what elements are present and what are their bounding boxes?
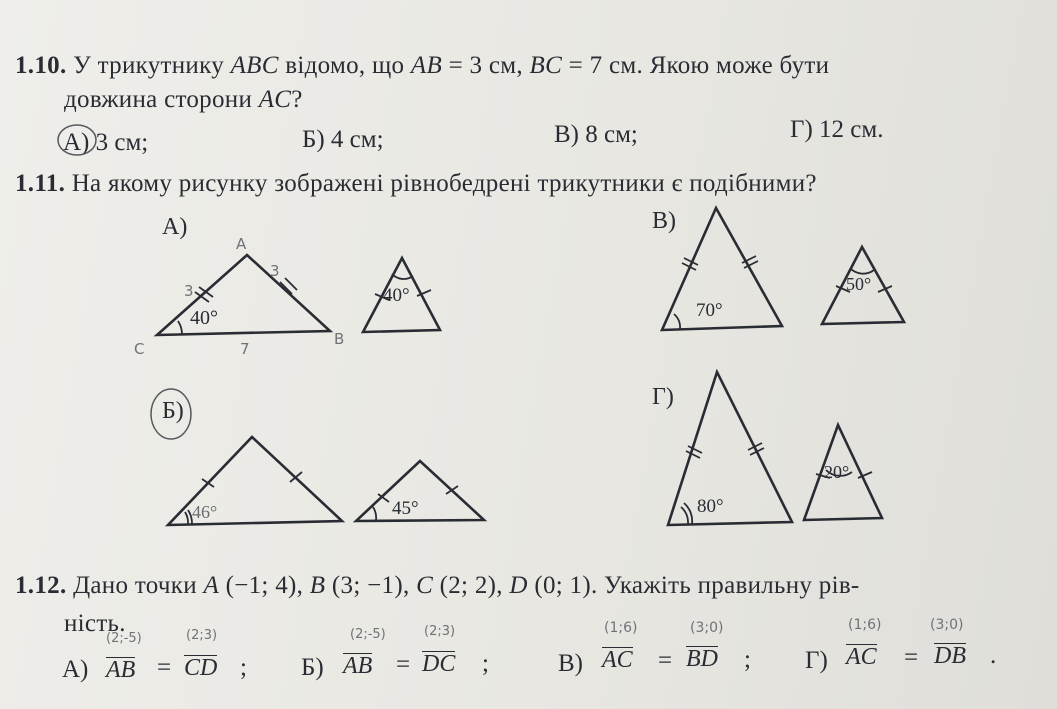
question-1-10-line1: 1.10. У трикутнику ABC відомо, що AB = 3 см, BC = 7 см. Якою може бути — [15, 52, 830, 79]
vector-bd: BD — [686, 646, 718, 672]
handwritten-coords: (2;-5) — [106, 631, 142, 646]
figure-label-b: Б) — [162, 398, 184, 424]
handwritten-side: 3 — [184, 282, 194, 300]
figure-label-a: А) — [162, 214, 188, 240]
angle-label: 20° — [824, 462, 850, 482]
question-1-10-line2: довжина сторони AC? — [64, 86, 303, 113]
vector-ab: AB — [106, 657, 136, 683]
vector-ab: AB — [343, 653, 373, 679]
handwritten-coords: (2;3) — [186, 628, 218, 643]
vector-db: DB — [934, 643, 966, 669]
handwritten-vertex: C — [134, 340, 145, 358]
option-d-1-12-label: Г) — [805, 647, 828, 674]
vector-ac: AC — [846, 644, 877, 670]
triangle-a-large — [157, 255, 330, 335]
vector-dc: DC — [422, 651, 456, 677]
option-a-1-12-label: А) — [62, 656, 89, 683]
option-a-1-10: А) 3 см; — [63, 129, 149, 156]
question-1-11: 1.11. На якому рисунку зображені рівнобедрені трикутники є подібними? — [15, 170, 817, 197]
handwritten-coords: (3;0) — [930, 617, 964, 633]
triangle-d-large — [668, 372, 792, 525]
option-d-1-10: Г) 12 см. — [790, 116, 884, 143]
figure-label-d: Г) — [652, 384, 674, 410]
option-b-1-12-label: Б) — [301, 654, 324, 681]
option-c-1-10: В) 8 см; — [554, 121, 638, 148]
angle-label: 70° — [696, 300, 723, 321]
question-number: 1.12. — [15, 572, 67, 599]
figure-label-c: В) — [652, 208, 676, 234]
option-c-1-12-label: В) — [558, 650, 583, 677]
handwritten-vertex: A — [236, 235, 247, 253]
question-number: 1.11. — [15, 170, 66, 197]
angle-label: 50° — [846, 274, 872, 294]
handwritten-coords: (2;-5) — [350, 627, 386, 642]
angle-label: 40° — [190, 307, 218, 329]
handwritten-coords: (1;6) — [604, 620, 638, 636]
vector-ac: AC — [602, 647, 633, 673]
question-number: 1.10. — [15, 52, 67, 79]
option-b-1-10: Б) 4 см; — [302, 126, 384, 153]
vector-cd: CD — [184, 655, 218, 681]
question-1-12-line2: ність. — [64, 610, 126, 637]
handwritten-side: 7 — [240, 340, 250, 358]
angle-label: 45° — [392, 498, 419, 519]
handwritten-side: 3 — [270, 262, 280, 280]
handwritten-vertex: B — [334, 330, 345, 348]
angle-label: 40° — [383, 285, 410, 306]
handwritten-coords: (2;3) — [424, 624, 456, 639]
angle-label: 80° — [697, 496, 724, 517]
textbook-page: 1.10. У трикутнику ABC відомо, що AB = 3 см, BC = 7 см. Якою може бути довжина сторони AC? А) 3 см; Б) 4 см; В) 8 см; Г) 12 см. 1.11. На якому рисунку зображені рівнобедрені трикутники є подібними? А) В) Б) Г) 40° 40° 46° 45° 70° 50° 80° 20° A C B 3 3 7 1.12. Дано точки A (−1; 4), B (3; −1), C (2; 2), D (0; 1). Укажіть правильну рів- ність. А) AB = CD ; Б) AB = DC ; В) AC = BD ; Г) AC = DB . (2;-5) (2;3) (2;-5) (2;3) (1;6) (3;0) (1;6) (3;0) — [0, 0, 1057, 709]
question-1-12-line1: 1.12. Дано точки A (−1; 4), B (3; −1), C (2; 2), D (0; 1). Укажіть правильну рів- — [15, 572, 860, 599]
handwritten-coords: (1;6) — [848, 617, 882, 633]
angle-label: 46° — [192, 502, 218, 522]
handwritten-coords: (3;0) — [690, 620, 724, 636]
